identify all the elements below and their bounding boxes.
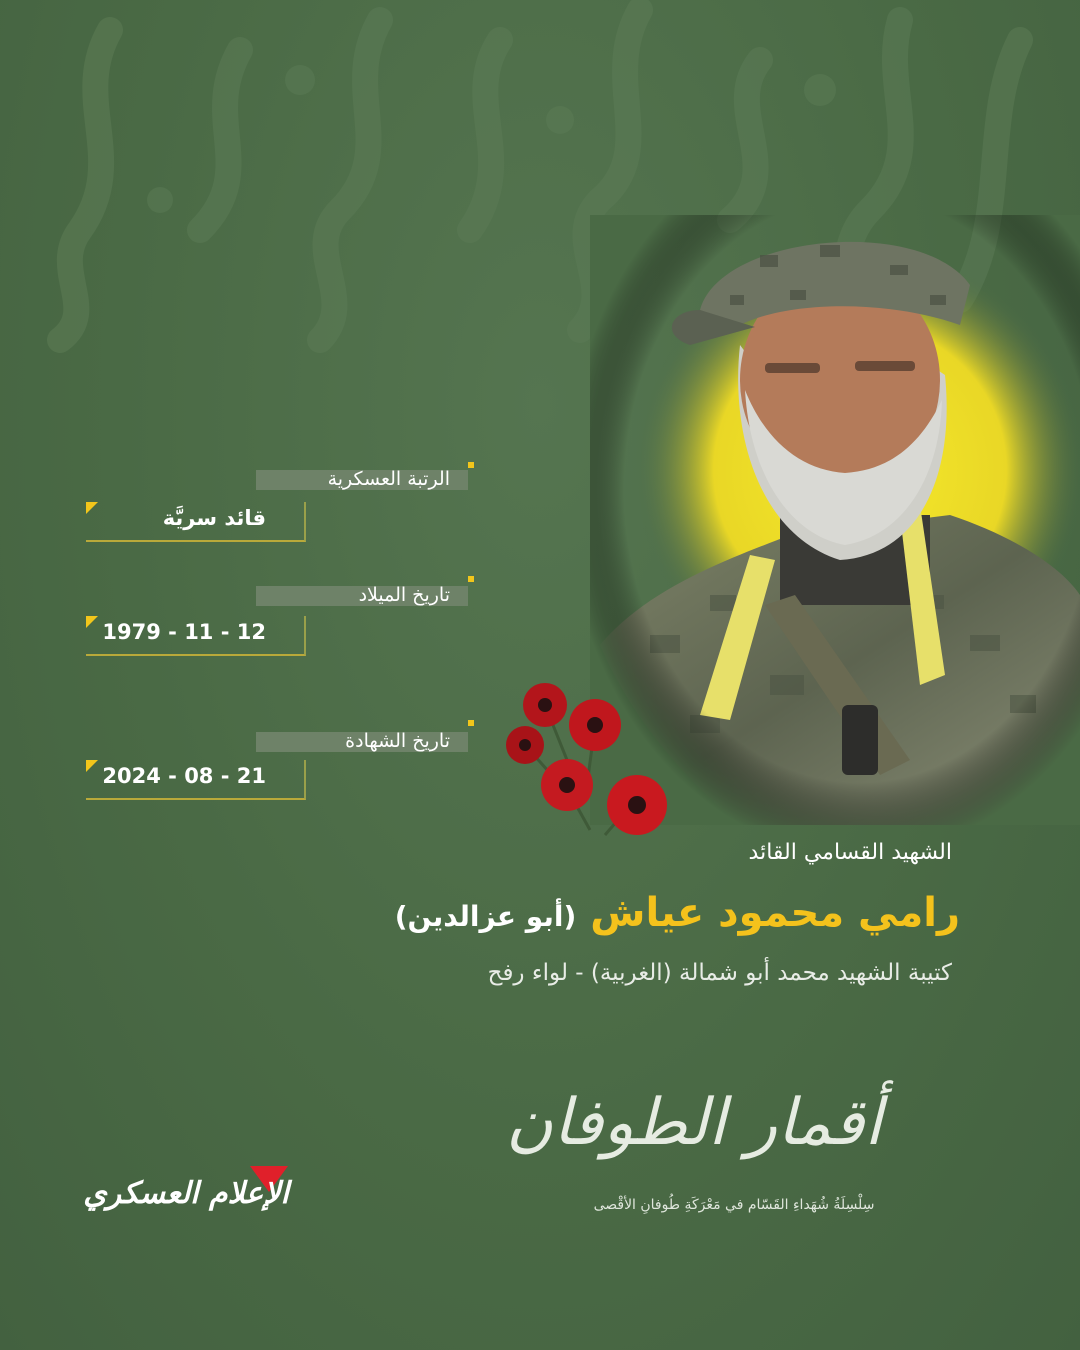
birth-label: تاريخ الميلاد	[256, 586, 468, 606]
rank-info	[86, 462, 478, 562]
martyrdom-label: تاريخ الشهادة	[256, 732, 468, 752]
martyrdom-info	[86, 720, 478, 820]
birth-value: 12 - 11 - 1979	[102, 620, 266, 644]
name-main: رامي محمود عياش	[590, 890, 960, 936]
rank-value-box	[86, 502, 306, 542]
poppy-flowers	[495, 670, 685, 845]
series-tagline: سِلْسِلَةُ شُهَداءِ القَسّام في مَعْرَكَةِ طُوفانِ الأقْصى	[593, 1197, 875, 1213]
bullet-marker	[468, 720, 474, 726]
series-title-text: أقمار الطوفان	[505, 1086, 882, 1160]
birth-value-box	[86, 616, 306, 656]
poppy	[523, 683, 567, 727]
rank-label: الرتبة العسكرية	[256, 470, 468, 490]
military-media-logo	[82, 1162, 292, 1222]
martyrdom-value-box	[86, 760, 306, 800]
corner-marker	[86, 760, 98, 772]
series-title	[505, 1068, 882, 1178]
corner-marker	[86, 616, 98, 628]
name-nickname: (أبو عزالدين)	[394, 900, 577, 933]
bullet-marker	[468, 462, 474, 468]
bullet-marker	[468, 576, 474, 582]
corner-marker	[86, 502, 98, 514]
martyrdom-value: 21 - 08 - 2024	[102, 764, 266, 788]
rank-value: قائد سريَّة	[162, 506, 266, 530]
martyr-name	[395, 890, 960, 936]
birth-info	[86, 576, 478, 676]
battalion-line: كتيبة الشهيد محمد أبو شمالة (الغربية) - لواء رفح	[487, 960, 952, 986]
subtitle: الشهيد القسامي القائد	[748, 840, 952, 865]
logo-text: الإعلام العسكري	[83, 1176, 289, 1211]
